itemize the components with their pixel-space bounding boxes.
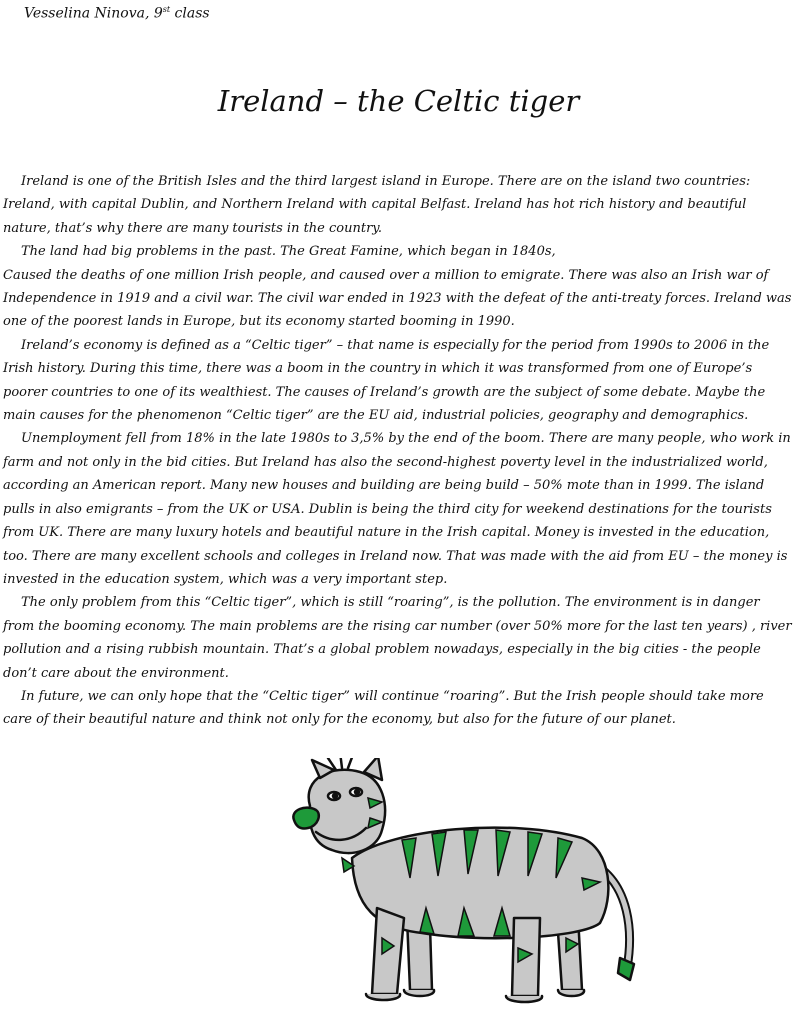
- paragraph-history: Caused the deaths of one million Irish people, and caused over a million to emigrate. There was also an Irish war of Independence in 1919 and a civil war. The civil war ended in 1923 with the defeat of the anti-treaty forces. Ireland was one of the poorest lands in Europe, but its economy started booming in 1990.: [3, 267, 792, 330]
- paragraph-future: In future, we can only hope that the “Celtic tiger” will continue “roaring”. But the Irish people should take more care of their beautiful nature and think not only for the economy, but also for the future of our planet.: [3, 688, 764, 728]
- author-class: class: [170, 5, 210, 22]
- tiger-icon: [282, 758, 642, 1008]
- paragraph-intro: Ireland is one of the British Isles and the third largest island in Europe. There are on the island two countries: Ireland, with capital Dublin, and Northern Ireland with capital Belfast. Ireland has hot rich history and beautiful nature, that’s why there are many tourists in the country.: [3, 174, 751, 236]
- document-body: [3, 170, 793, 732]
- author-line: [24, 5, 210, 22]
- paragraph-history-start: The land had big problems in the past. The Great Famine, which began in 1840s,: [21, 244, 556, 260]
- document-title: Ireland – the Celtic tiger: [217, 84, 580, 118]
- paragraph-pollution: The only problem from this “Celtic tiger”, which is still “roaring”, is the pollution. The environment is in danger from the booming economy. The main problems are the rising car number (over 50% more for the last ten years) , river pollution and a rising rubbish mountain. That’s a global problem nowadays, especially in the big cities - the people don’t care about the environment.: [3, 595, 792, 681]
- author-ordinal: st: [162, 5, 171, 14]
- author-name: Vesselina Ninova, 9: [24, 5, 163, 22]
- paragraph-economy: Ireland’s economy is defined as a “Celtic tiger” – that name is especially for the period from 1990s to 2006 in the Irish history. During this time, there was a boom in the country in which it was transformed from one of Europe’s poorer countries to one of its wealthiest. The causes of Ireland’s growth are the subject of some debate. Maybe the main causes for the phenomenon “Celtic tiger” are the EU aid, industrial policies, geography and demographics.: [3, 337, 770, 424]
- paragraph-unemployment: Unemployment fell from 18% in the late 1980s to 3,5% by the end of the boom. There are many people, who work in farm and not only in the bid cities. But Ireland has also the second-highest poverty level in the industrialized world, according an American report. Many new houses and building are being build – 50% mote than in 1999. The island pulls in also emigrants – from the UK or USA. Dublin is being the third city for weekend destinations for the tourists from UK. There are many luxury hotels and beautiful nature in the Irish capital. Money is invested in the education, too. There are many excellent schools and colleges in Ireland now. That was made with the aid from EU – the money is invested in the education system, which was a very important step.: [3, 431, 791, 587]
